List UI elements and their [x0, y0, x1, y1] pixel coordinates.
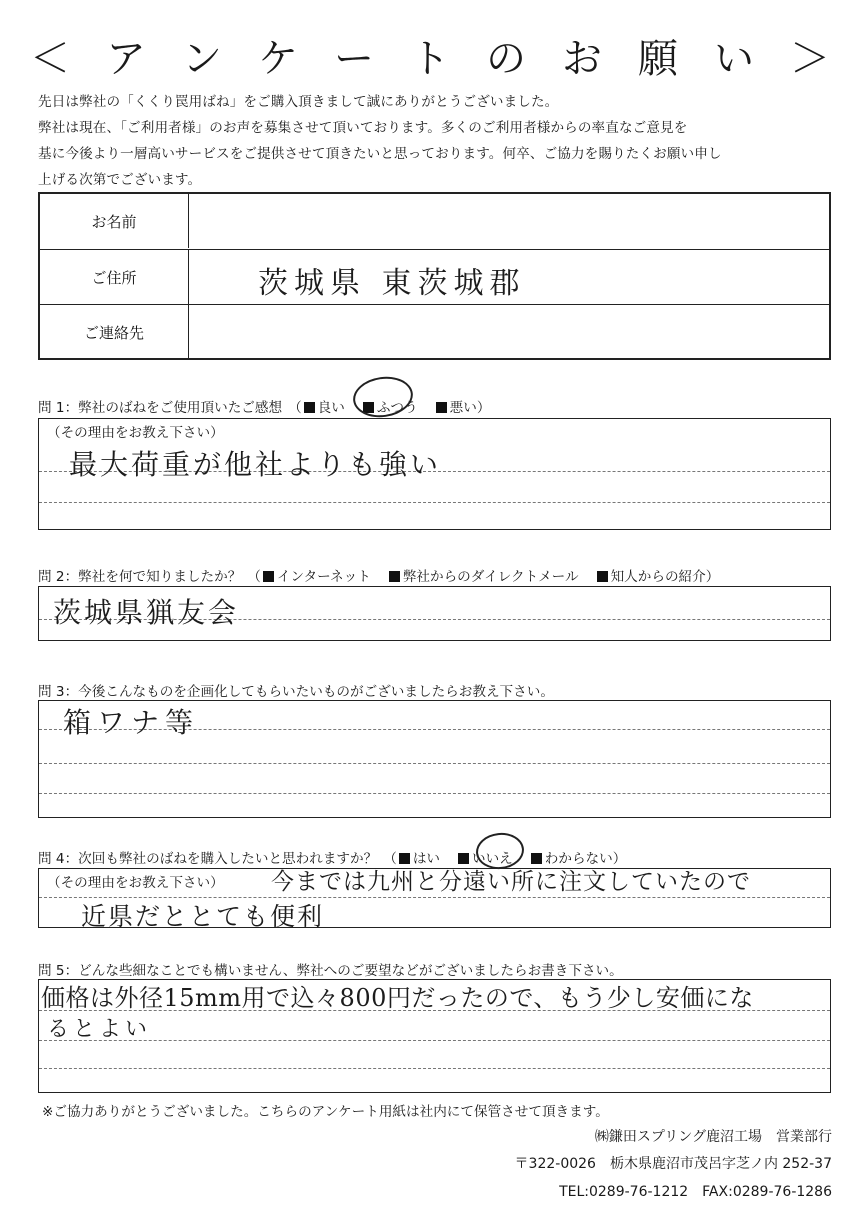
q2-line	[38, 565, 719, 585]
q4-close-paren: ）	[612, 851, 627, 867]
title-char: ケ	[258, 35, 298, 82]
q5-answer-box[interactable]	[38, 979, 831, 1093]
q3-question: 問 3：今後こんなものを企画化してもらいたいものがございましたらお教え下さい。	[38, 684, 554, 700]
q1-option-bad[interactable]: 悪い	[436, 396, 477, 416]
q5-answer-line2: るとよい	[47, 1017, 152, 1042]
name-label: お名前	[40, 194, 189, 248]
q2-option-direct-mail[interactable]: 弊社からのダイレクトメール	[389, 565, 579, 585]
q1-option-good[interactable]: 良い	[304, 396, 345, 416]
q2-answer-box[interactable]	[38, 586, 831, 641]
q1-open-paren: （	[288, 400, 302, 416]
q4-answer-box[interactable]	[38, 868, 831, 931]
q4-question: 問 4：次回も弊社のばねを購入したいと思われますか？	[38, 851, 378, 867]
checkbox-square-icon	[436, 402, 447, 413]
q3-answer: 箱ワナ等	[63, 706, 200, 739]
title-char: の	[486, 35, 526, 82]
q4-option-unsure[interactable]: わからない	[531, 847, 613, 867]
q2-open-paren: （	[247, 569, 261, 585]
q2-question: 問 2：弊社を何で知りましたか？	[38, 569, 242, 585]
title-char: ン	[182, 35, 222, 82]
contact-info-table	[38, 192, 831, 360]
thanks-note: ※ご協力ありがとうございました。こちらのアンケート用紙は社内にて保管させて頂きます。	[42, 1104, 609, 1120]
title-right-bracket: ＞	[790, 35, 830, 82]
q3-answer-box[interactable]	[38, 700, 831, 818]
q4-open-paren: （	[383, 851, 397, 867]
intro-line: 弊社は現在、「ご利用者様」のお声を募集させて頂いております。多くのご利用者様からの率直なご意見を	[38, 120, 688, 136]
name-field[interactable]	[190, 194, 829, 248]
q4-hint: （その理由をお教え下さい）	[47, 875, 224, 891]
q1-hint: （その理由をお教え下さい）	[47, 425, 224, 441]
intro-line: 先日は弊社の「くくり罠用ばね」をご購入頂きまして誠にありがとうございました。	[38, 94, 559, 110]
dotted-line	[39, 1068, 830, 1069]
q5-answer-line1: 価格は外径15mm用で込々800円だったので、もう少し安価にな	[41, 984, 754, 1012]
q4-answer-line2: 近県だととても便利	[81, 902, 325, 931]
dotted-line	[39, 793, 830, 794]
address-row	[40, 249, 829, 304]
title-char: 願	[638, 35, 678, 82]
q1-line	[38, 396, 490, 416]
address-value[interactable]: 茨城県 東茨城郡	[258, 266, 526, 301]
address-label: ご住所	[40, 250, 189, 304]
intro-line: 基に今後より一層高いサービスをご提供させて頂きたいと思っております。何卒、ご協力を賜りたくお願い申し	[38, 146, 722, 162]
company-name: ㈱鎌田スプリング鹿沼工場 営業部行	[594, 1129, 832, 1145]
title-char: ト	[410, 35, 450, 82]
q1-answer-box[interactable]	[38, 418, 831, 530]
q2-option-referral[interactable]: 知人からの紹介	[597, 565, 706, 585]
title-char: お	[562, 35, 602, 82]
q2-option-internet[interactable]: インターネット	[263, 565, 371, 585]
q5-question: 問 5：どんな些細なことでも構いません、弊社へのご要望などがございましたらお書き下さい。	[38, 963, 623, 979]
checkbox-square-icon	[389, 571, 400, 582]
company-phone-fax: TEL:0289-76-1212 FAX:0289-76-1286	[559, 1184, 832, 1200]
title-char: ア	[106, 35, 146, 82]
contact-field[interactable]	[190, 305, 829, 359]
intro-line: 上げる次第でございます。	[38, 172, 202, 188]
q2-answer: 茨城県猟友会	[53, 596, 240, 629]
contact-label: ご連絡先	[40, 305, 189, 359]
q4-option-yes[interactable]: はい	[399, 847, 440, 867]
q4-answer-line1: 今までは九州と分遠い所に注文していたので	[271, 869, 751, 895]
company-address: 〒322-0026 栃木県鹿沼市茂呂字芝ノ内 252-37	[514, 1156, 832, 1172]
contact-row	[40, 304, 829, 359]
q1-option-normal[interactable]: ふつう	[363, 396, 418, 416]
dotted-line	[39, 502, 830, 503]
checkbox-square-icon	[263, 571, 274, 582]
q1-question: 問 1：弊社のばねをご使用頂いたご感想	[38, 400, 283, 416]
name-row	[40, 194, 829, 248]
q2-close-paren: ）	[705, 569, 720, 585]
q1-close-paren: ）	[476, 400, 491, 416]
q1-answer: 最大荷重が他社よりも強い	[69, 448, 442, 481]
title-char: い	[714, 35, 754, 82]
dotted-line	[39, 1040, 830, 1041]
dotted-line	[39, 763, 830, 764]
title-left-bracket: ＜	[30, 35, 70, 82]
survey-title	[30, 30, 830, 80]
title-char: ー	[334, 35, 374, 82]
q4-option-no[interactable]: いいえ	[458, 847, 513, 867]
checkbox-square-icon	[304, 402, 315, 413]
checkbox-square-icon	[597, 571, 608, 582]
